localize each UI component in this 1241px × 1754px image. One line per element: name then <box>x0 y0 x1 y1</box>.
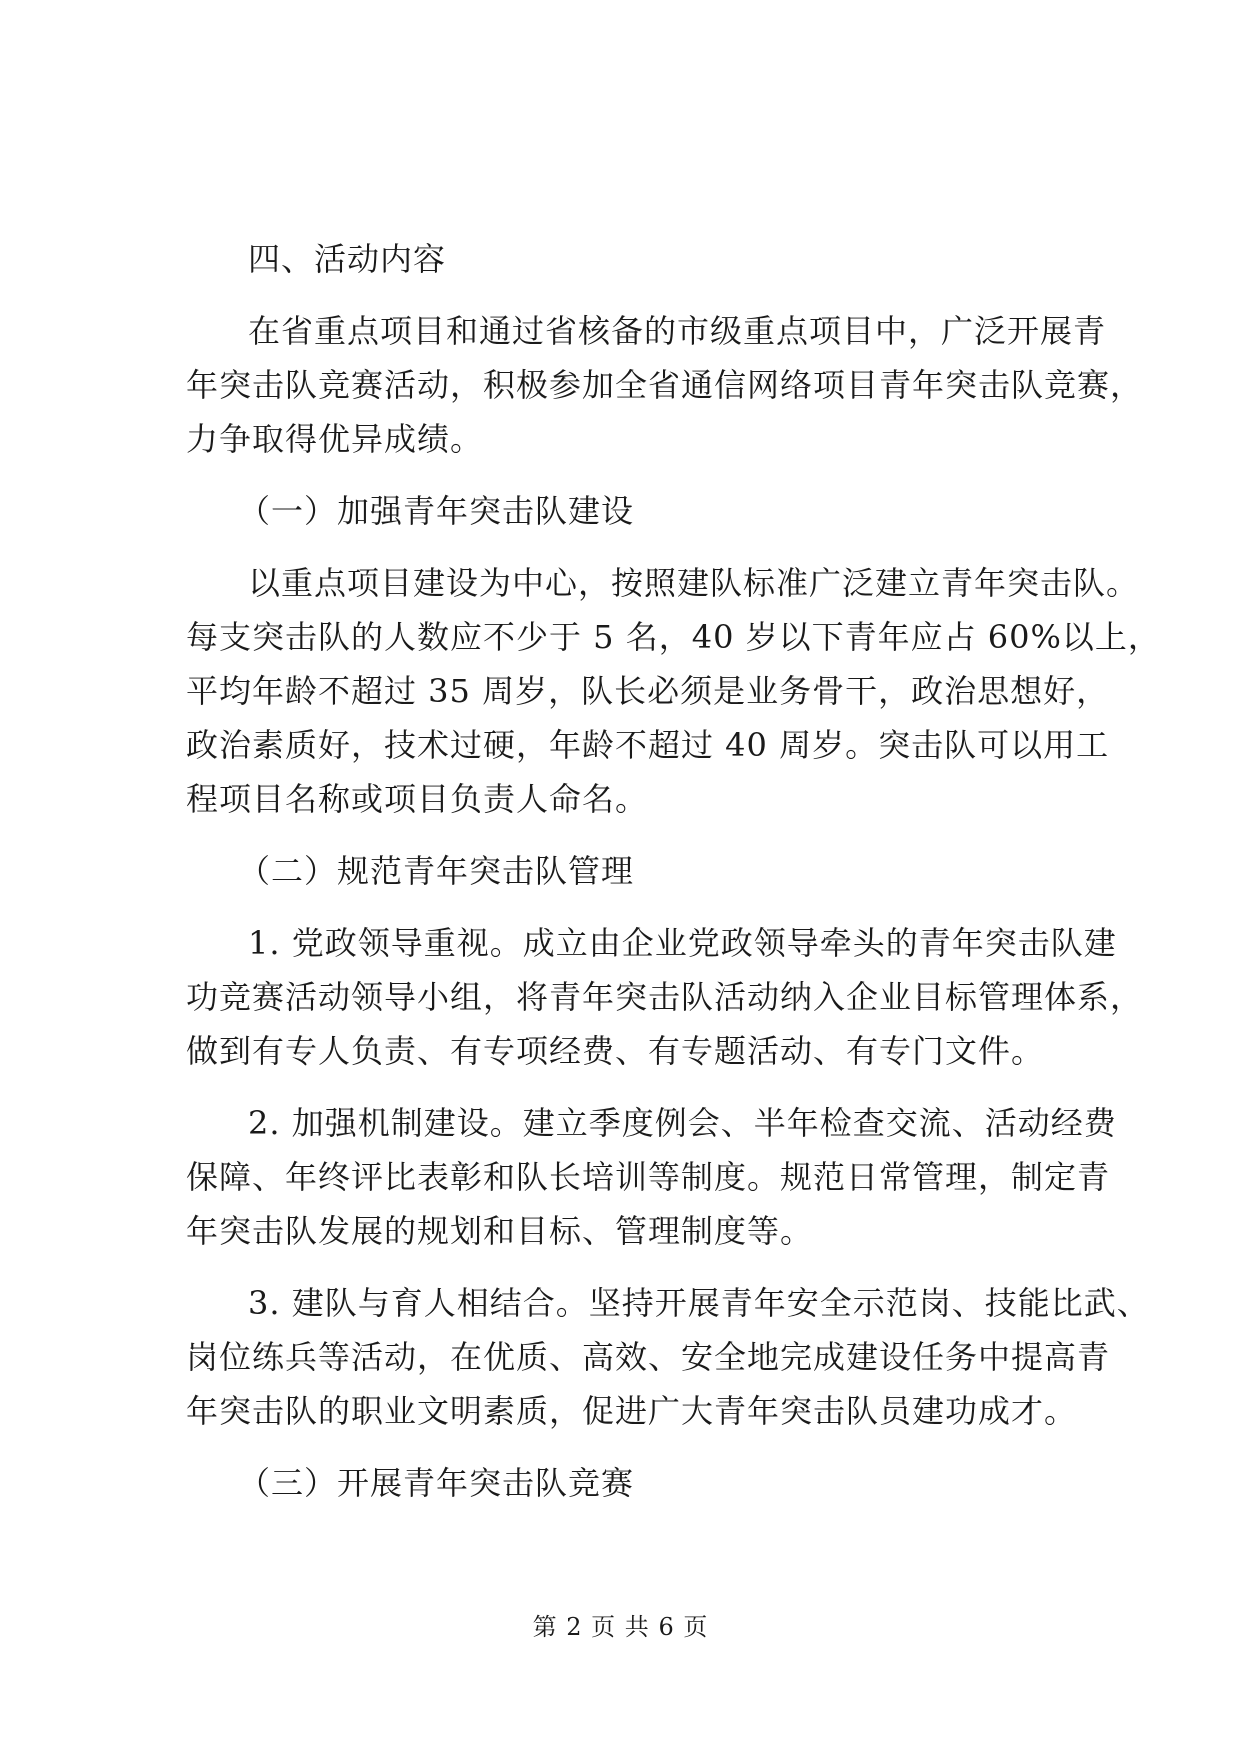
subsection-2-item-3 <box>186 1276 1150 1438</box>
paragraph-line: 力争取得优异成绩。 <box>186 420 484 458</box>
paragraph-line: 做到有专人负责、有专项经费、有专题活动、有专门文件。 <box>186 1032 1045 1070</box>
paragraph-line: 在省重点项目和通过省核备的市级重点项目中，广泛开展青 <box>248 312 1107 350</box>
paragraph-line: 1. 党政领导重视。成立由企业党政领导牵头的青年突击队建 <box>248 924 1117 962</box>
intro-paragraph <box>186 304 1144 466</box>
paragraph-line: 政治素质好，技术过硬，年龄不超过 40 周岁。突击队可以用工 <box>186 726 1110 764</box>
subsection-2-item-2 <box>186 1096 1117 1258</box>
paragraph-line: 每支突击队的人数应不少于 5 名，40 岁以下青年应占 60%以上， <box>186 618 1161 656</box>
subsection-title-1: （一）加强青年突击队建设 <box>238 492 635 530</box>
paragraph-line: 3. 建队与育人相结合。坚持开展青年安全示范岗、技能比武、 <box>248 1284 1150 1322</box>
subsection-1-paragraph <box>186 556 1161 826</box>
paragraph-line: 年突击队发展的规划和目标、管理制度等。 <box>186 1212 814 1250</box>
subsection-title-2: （二）规范青年突击队管理 <box>238 852 635 890</box>
section-heading: 四、活动内容 <box>248 240 447 278</box>
paragraph-line: 保障、年终评比表彰和队长培训等制度。规范日常管理，制定青 <box>186 1158 1111 1196</box>
page-footer: 第 2 页 共 6 页 <box>532 1613 709 1641</box>
paragraph-line: 2. 加强机制建设。建立季度例会、半年检查交流、活动经费 <box>248 1104 1117 1142</box>
subsection-2-item-1 <box>186 916 1144 1078</box>
paragraph-line: 平均年龄不超过 35 周岁，队长必须是业务骨干，政治思想好， <box>186 672 1110 710</box>
paragraph-line: 年突击队竞赛活动，积极参加全省通信网络项目青年突击队竞赛， <box>186 366 1144 404</box>
paragraph-line: 以重点项目建设为中心，按照建队标准广泛建立青年突击队。 <box>248 564 1140 602</box>
paragraph-line: 功竞赛活动领导小组，将青年突击队活动纳入企业目标管理体系， <box>186 978 1144 1016</box>
paragraph-line: 程项目名称或项目负责人命名。 <box>186 780 649 818</box>
document-body <box>186 232 1161 1510</box>
paragraph-line: 年突击队的职业文明素质，促进广大青年突击队员建功成才。 <box>186 1392 1078 1430</box>
paragraph-line: 岗位练兵等活动，在优质、高效、安全地完成建设任务中提高青 <box>186 1338 1111 1376</box>
subsection-title-3: （三）开展青年突击队竞赛 <box>238 1464 635 1502</box>
